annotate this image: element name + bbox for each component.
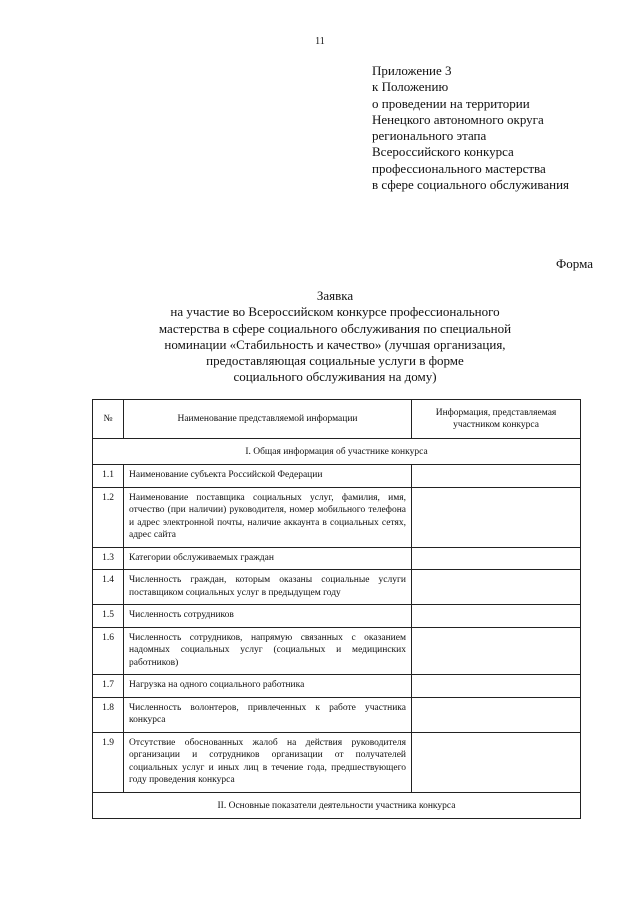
page-number: 11 — [315, 36, 325, 47]
title-line: мастерства в сфере социального обслуживания по специальной — [158, 320, 512, 336]
annex-line: в сфере социального обслуживания — [372, 177, 569, 193]
title-line: социального обслуживания на дому) — [233, 369, 437, 385]
table-row — [93, 605, 581, 628]
document-title — [90, 288, 580, 386]
annex-line: Ненецкого автономного округа — [372, 111, 544, 127]
table-row — [93, 465, 581, 488]
row-description: Численность сотрудников — [124, 605, 412, 628]
title-line: номинации «Стабильность и качество» (лучшая организация, — [164, 336, 506, 352]
row-number: 1.5 — [93, 605, 124, 628]
row-value-cell[interactable] — [412, 547, 581, 570]
row-description: Численность граждан, которым оказаны социальные услуги поставщиком социальных услуг в предыдущем году — [124, 570, 412, 605]
row-description: Наименование поставщика социальных услуг, фамилия, имя, отчество (при наличии) руководителя, номер мобильного телефона и адрес электронной почты, наличие аккаунта в социальных сетях, адрес сайта — [124, 487, 412, 547]
table-row — [93, 675, 581, 698]
title-line: Заявка — [316, 288, 354, 303]
annex-line: Приложение 3 — [372, 63, 452, 78]
row-number: 1.2 — [93, 487, 124, 547]
section-title-1: I. Общая информация об участнике конкурса — [93, 439, 581, 465]
table-row — [93, 697, 581, 732]
section-row — [93, 792, 581, 818]
annex-line: Всероссийского конкурса — [372, 144, 514, 160]
row-value-cell[interactable] — [412, 570, 581, 605]
annex-line: к Положению — [372, 79, 449, 95]
row-description: Отсутствие обоснованных жалоб на действия руководителя организации и сотрудников организации от получателей социальных услуг и иных лиц в течение года, предшествующего году проведения конкурса — [124, 732, 412, 792]
row-value-cell[interactable] — [412, 465, 581, 488]
annex-line: профессионального мастерства — [372, 160, 546, 176]
section-title-2: II. Основные показатели деятельности участника конкурса — [93, 792, 581, 818]
row-value-cell[interactable] — [412, 627, 581, 675]
table-row — [93, 570, 581, 605]
annex-line: регионального этапа — [372, 128, 487, 144]
table-row — [93, 487, 581, 547]
table-header-row — [93, 400, 581, 439]
row-value-cell[interactable] — [412, 487, 581, 547]
row-description: Численность волонтеров, привлеченных к работе участника конкурса — [124, 697, 412, 732]
row-number: 1.3 — [93, 547, 124, 570]
row-number: 1.6 — [93, 627, 124, 675]
annex-block — [372, 63, 569, 193]
header-info-value: Информация, представляемая участником конкурса — [412, 400, 581, 439]
row-value-cell[interactable] — [412, 697, 581, 732]
title-line: на участие во Всероссийском конкурсе профессионального — [170, 304, 500, 320]
title-line: предоставляющая социальные услуги в форме — [206, 353, 464, 369]
row-description: Категории обслуживаемых граждан — [124, 547, 412, 570]
row-description: Наименование субъекта Российской Федерации — [124, 465, 412, 488]
row-number: 1.1 — [93, 465, 124, 488]
row-description: Нагрузка на одного социального работника — [124, 675, 412, 698]
application-table — [92, 399, 581, 819]
annex-line: о проведении на территории — [372, 95, 530, 111]
table-row — [93, 547, 581, 570]
row-number: 1.8 — [93, 697, 124, 732]
row-number: 1.4 — [93, 570, 124, 605]
row-number: 1.7 — [93, 675, 124, 698]
header-number: № — [93, 400, 124, 439]
section-row — [93, 439, 581, 465]
row-description: Численность сотрудников, напрямую связанных с оказанием надомных социальных услуг (социальных и медицинских работников) — [124, 627, 412, 675]
row-value-cell[interactable] — [412, 732, 581, 792]
table-row — [93, 732, 581, 792]
row-value-cell[interactable] — [412, 605, 581, 628]
form-label: Форма — [556, 256, 593, 271]
row-value-cell[interactable] — [412, 675, 581, 698]
header-info-name: Наименование представляемой информации — [124, 400, 412, 439]
row-number: 1.9 — [93, 732, 124, 792]
table-row — [93, 627, 581, 675]
